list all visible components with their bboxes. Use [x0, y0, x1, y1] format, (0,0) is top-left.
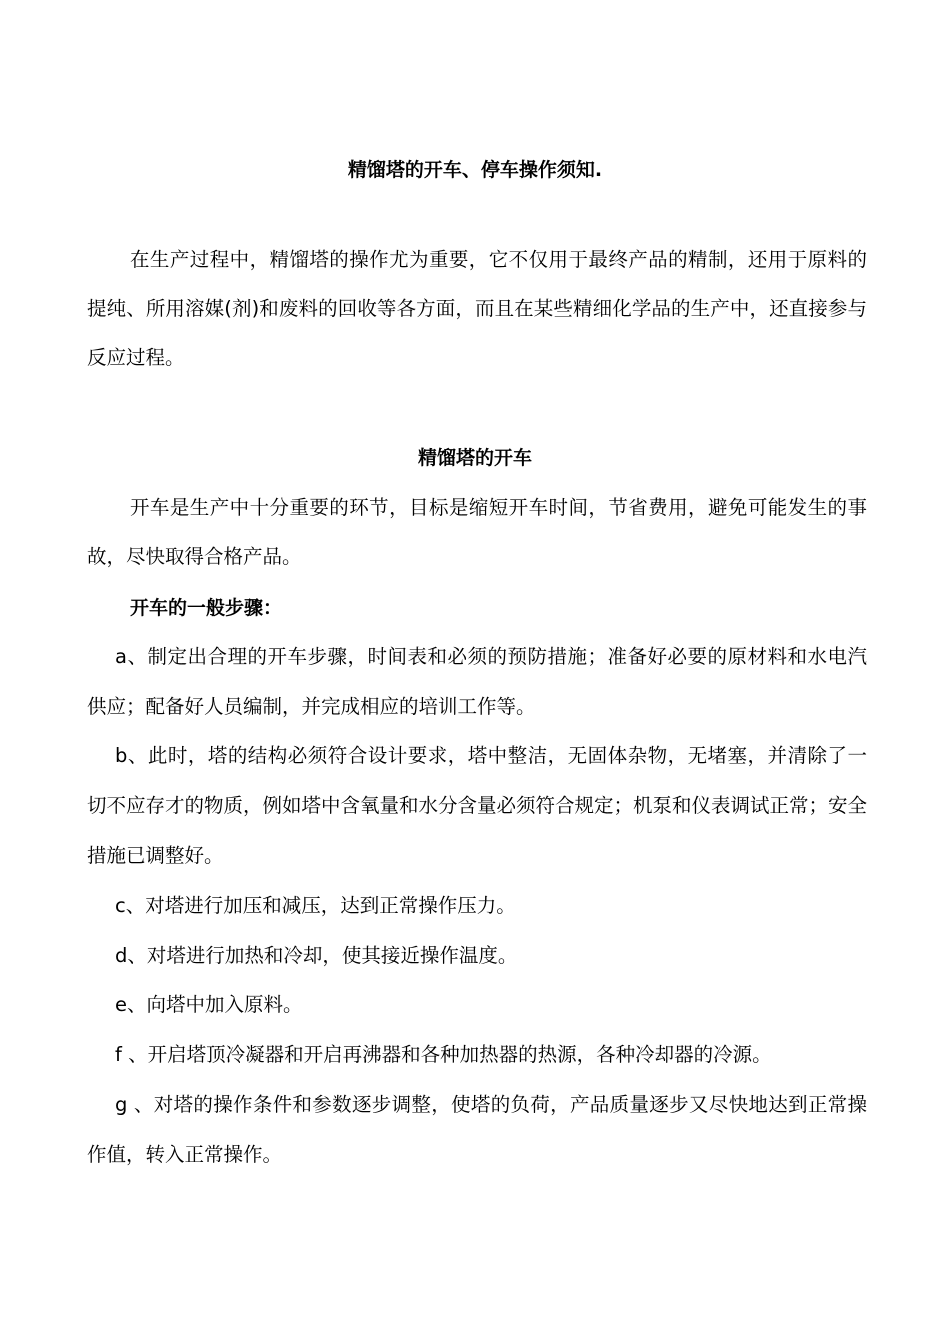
step-a: a、制定出合理的开车步骤，时间表和必须的预防措施；准备好必要的原材料和水电汽供应；配备好人员编制，并完成相应的培训工作等。 — [87, 645, 867, 718]
step-b: b、此时，塔的结构必须符合设计要求，塔中整洁，无固体杂物，无堵塞，并清除了一切不应存才的物质，例如塔中含氧量和水分含量必须符合规定；机泵和仪表调试正常；安全措施已调整好。 — [87, 744, 868, 867]
step-g: g 、对塔的操作条件和参数逐步调整，使塔的负荷，产品质量逐步又尽快地达到正常操作值，转入正常操作。 — [87, 1093, 867, 1166]
step-e: e、向塔中加入原料。 — [115, 993, 303, 1016]
step-f: f 、开启塔顶冷凝器和开启再沸器和各种加热器的热源，各种冷却器的冷源。 — [115, 1043, 772, 1066]
steps-heading: 开车的一般步骤： — [130, 597, 283, 619]
step-d: d、对塔进行加热和冷却，使其接近操作温度。 — [115, 944, 518, 967]
step-c: c、对塔进行加压和减压，达到正常操作压力。 — [115, 894, 516, 917]
section-title: 精馏塔的开车 — [417, 447, 532, 469]
section-intro-paragraph: 开车是生产中十分重要的环节，目标是缩短开车时间，节省费用，避免可能发生的事故，尽快取得合格产品。 — [87, 496, 867, 568]
intro-paragraph: 在生产过程中，精馏塔的操作尤为重要，它不仅用于最终产品的精制，还用于原料的提纯、所用溶媒(剂)和废料的回收等各方面，而且在某些精细化学品的生产中，还直接参与反应过程。 — [87, 248, 867, 369]
document-title: 精馏塔的开车、停车操作须知. — [347, 159, 603, 181]
